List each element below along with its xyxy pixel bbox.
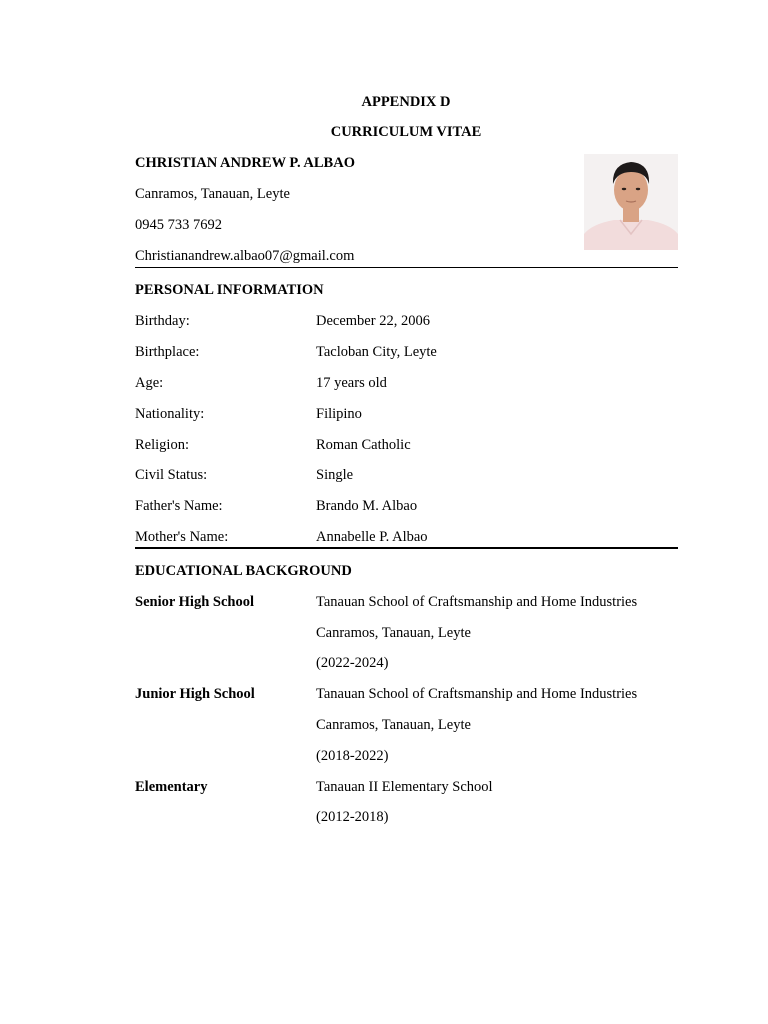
personal-label: Birthplace: [135, 344, 200, 360]
personal-value: Tacloban City, Leyte [316, 344, 437, 360]
personal-info-heading: PERSONAL INFORMATION [135, 282, 324, 298]
contact-divider [135, 267, 678, 268]
personal-label: Father's Name: [135, 498, 223, 514]
education-location: Canramos, Tanauan, Leyte [316, 717, 471, 733]
education-years: (2022-2024) [316, 655, 389, 671]
education-level: Senior High School [135, 594, 254, 610]
education-years: (2012-2018) [316, 809, 389, 825]
document-title: CURRICULUM VITAE [330, 124, 482, 140]
personal-label: Age: [135, 375, 164, 391]
applicant-name: CHRISTIAN ANDREW P. ALBAO [135, 155, 355, 171]
personal-divider [135, 547, 678, 549]
education-level: Junior High School [135, 686, 255, 702]
personal-value: Brando M. Albao [316, 498, 418, 514]
applicant-phone: 0945 733 7692 [135, 217, 222, 233]
id-photo [584, 154, 678, 250]
personal-label: Civil Status: [135, 467, 208, 483]
personal-value: Filipino [316, 406, 362, 422]
education-level: Elementary [135, 779, 208, 795]
personal-value: Annabelle P. Albao [316, 529, 428, 545]
education-school: Tanauan II Elementary School [316, 779, 493, 795]
applicant-email: Christianandrew.albao07@gmail.com [135, 248, 355, 264]
personal-value: Single [316, 467, 354, 483]
applicant-address: Canramos, Tanauan, Leyte [135, 186, 290, 202]
personal-value: Roman Catholic [316, 437, 411, 453]
personal-label: Religion: [135, 437, 189, 453]
education-school: Tanauan School of Craftsmanship and Home Industries [316, 686, 638, 702]
education-years: (2018-2022) [316, 748, 389, 764]
id-photo-portrait-icon [584, 154, 678, 250]
personal-value: 17 years old [316, 375, 387, 391]
education-location: Canramos, Tanauan, Leyte [316, 625, 471, 641]
personal-label: Birthday: [135, 313, 190, 329]
personal-label: Mother's Name: [135, 529, 229, 545]
personal-value: December 22, 2006 [316, 313, 430, 329]
personal-label: Nationality: [135, 406, 205, 422]
appendix-label: APPENDIX D [361, 94, 451, 110]
education-heading: EDUCATIONAL BACKGROUND [135, 563, 352, 579]
education-school: Tanauan School of Craftsmanship and Home Industries [316, 594, 638, 610]
